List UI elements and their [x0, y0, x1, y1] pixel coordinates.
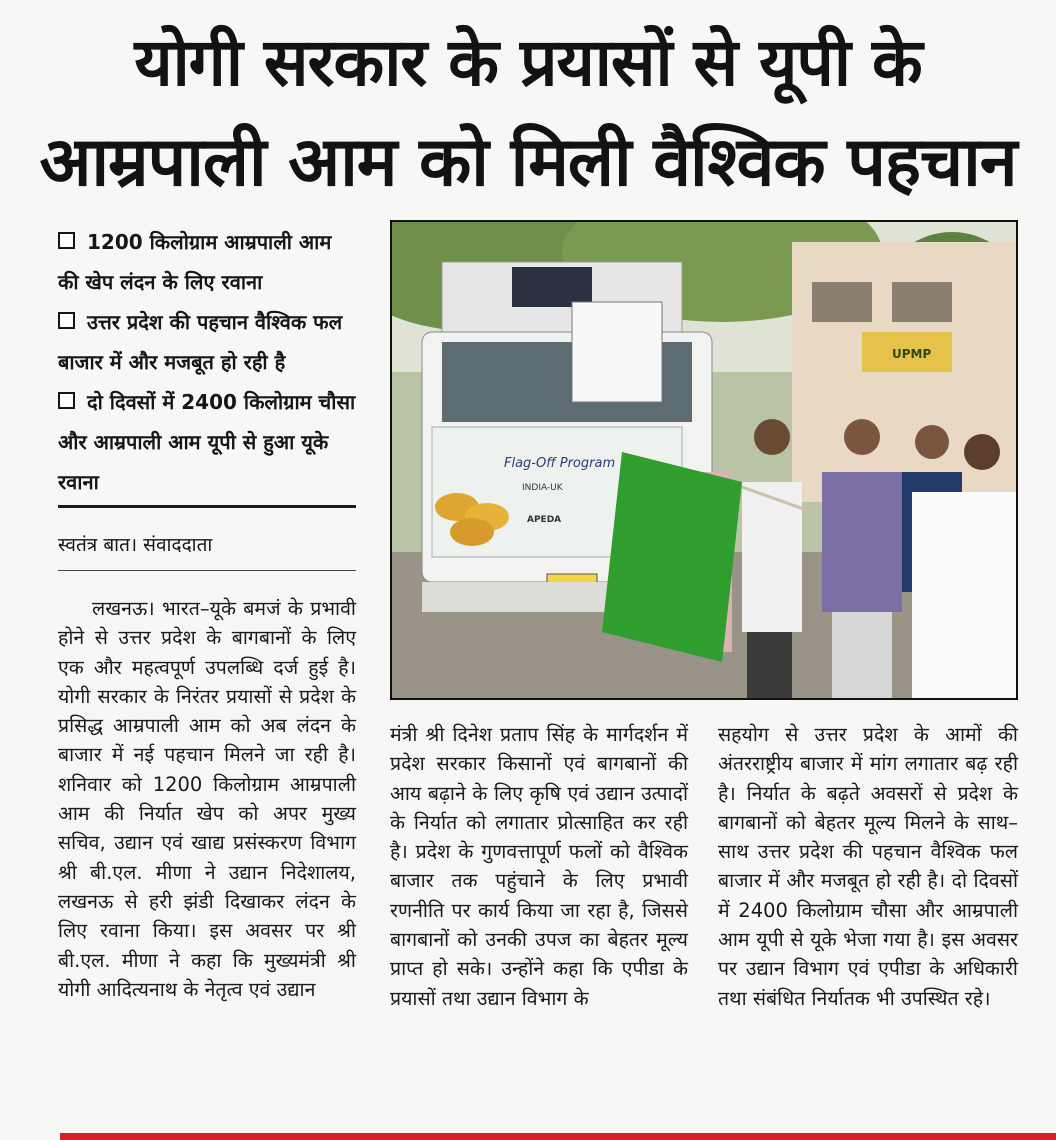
truck-banner-org: APEDA [527, 515, 562, 525]
divider-thin [58, 570, 356, 571]
highlight-text: दो दिवसों में 2400 किलोग्राम चौसा और आम्रपाली आम यूपी से हुआ यूके रवाना [58, 390, 356, 494]
building-sign: UPMP [892, 347, 932, 361]
article-column-1: लखनऊ। भारत–यूके बमजं के प्रभावी होने से उत्तर प्रदेश के बागबानों के लिए एक और महत्वपूर्ण उपलब्धि दर्ज हुई है। योगी सरकार के निरंतर प्रयासों से प्रदेश के प्रसिद्ध आम्रपाली आम को अब लंदन के बाजार में नई पहचान मिलने जा रही है। शनिवार को 1200 किलोग्राम आम्रपाली आम की निर्यात खेप को अपर मुख्य सचिव, उद्यान एवं खाद्य प्रसंस्करण विभाग श्री बी.एल. मीणा ने उद्यान निदेशालय, लखनऊ से हरी झंडी दिखाकर लंदन के लिए रवाना किया। इस अवसर पर श्री बी.एल. मीणा ने कहा कि मुख्यमंत्री श्री योगी आदित्यनाथ के नेतृत्व एवं उद्यान [58, 597, 356, 1001]
highlight-item [58, 222, 358, 302]
checkbox-icon [58, 232, 75, 249]
checkbox-icon [58, 392, 75, 409]
truck-banner-sub: INDIA-UK [522, 483, 563, 493]
byline: स्वतंत्र बात। संवाददाता [58, 534, 213, 556]
article-column-2: मंत्री श्री दिनेश प्रताप सिंह के मार्गदर्शन में प्रदेश सरकार किसानों एवं बागबानों की आय बढ़ाने के लिए कृषि एवं उद्यान उत्पादों के निर्यात को लगातार प्रोत्साहित कर रही है। प्रदेश के गुणवत्तापूर्ण फलों को वैश्विक बाजार तक पहुंचाने के लिए प्रभावी रणनीति पर कार्य किया जा रहा है, जिससे बागबानों को उनकी उपज का बेहतर मूल्य प्राप्त हो सके। उन्होंने कहा कि एपीडा के प्रयासों तथा उद्यान विभाग के [390, 723, 688, 1010]
highlight-item [58, 302, 358, 382]
news-photo [390, 220, 1018, 700]
highlight-text: उत्तर प्रदेश की पहचान वैश्विक फल बाजार में और मजबूत हो रही है [58, 310, 343, 374]
truck-banner-title: Flag-Off Program [504, 456, 616, 471]
photo-illustration [392, 222, 1016, 698]
divider-thick [58, 505, 356, 508]
headline-line-2: आम्रपाली आम को मिली वैश्विक पहचान [39, 123, 1017, 202]
headline-line-1: योगी सरकार के प्रयासों से यूपी के [134, 24, 922, 101]
highlights-box [58, 222, 358, 502]
highlight-item [58, 382, 358, 502]
checkbox-icon [58, 312, 75, 329]
article-column-3: सहयोग से उत्तर प्रदेश के आमों की अंतरराष्ट्रीय बाजार में मांग लगातार बढ़ रही है। निर्यात के बढ़ते अवसरों से प्रदेश के बागबानों को बेहतर मूल्य मिलने के साथ–साथ उत्तर प्रदेश की पहचान वैश्विक फल बाजार में और मजबूत हो रही है। दो दिवसों में 2400 किलोग्राम चौसा और आम्रपाली आम यूपी से यूके भेजा गया है। इस अवसर पर उद्यान विभाग एवं एपीडा के अधिकारी तथा संबंधित निर्यातक भी उपस्थित रहे। [718, 723, 1018, 1010]
accent-bar [60, 1133, 1056, 1140]
highlight-text: 1200 किलोग्राम आम्रपाली आम की खेप लंदन के लिए रवाना [58, 230, 332, 294]
